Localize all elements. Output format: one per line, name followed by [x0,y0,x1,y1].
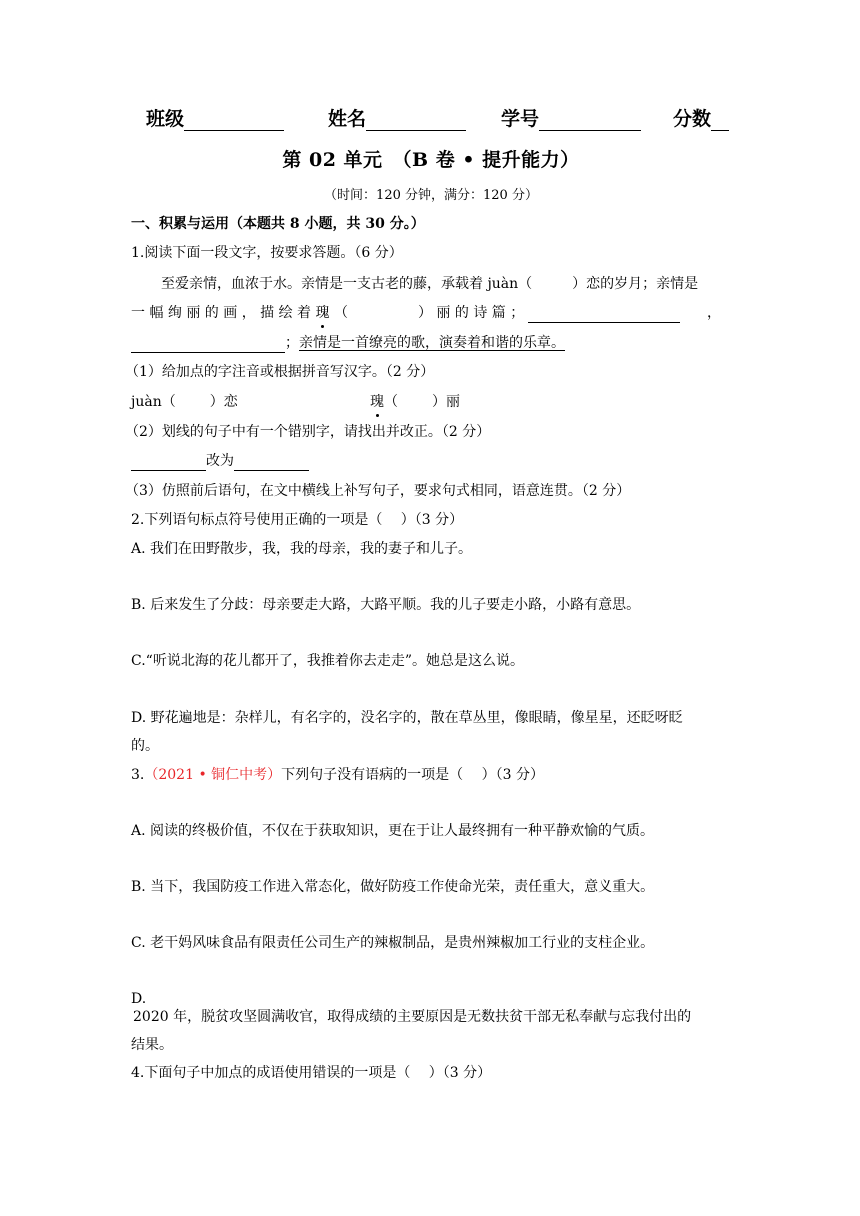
q3-option-d-label: D. [131,991,147,1007]
dotted-character: 瑰 [315,305,330,321]
question-number: 3. [131,767,145,783]
q1-subquestion-1-answers [131,392,731,412]
passage-text: ； [285,335,299,351]
q3-option-d-line-2: 结果。 [131,1037,173,1053]
q1-subquestion-2-answers [131,451,731,471]
passage-text: ， [707,305,721,321]
answer-suffix: ）恋 [209,394,238,410]
student-info-header [131,104,731,134]
q2-option-b: B. 后来发生了分歧：母亲要走大路，大路平顺。我的儿子要走小路，小路有意思。 [131,597,641,613]
q2-option-d-line-1: D. 野花遍地是：杂样儿，有名字的，没名字的，散在草丛里，像眼睛，像星星，还眨呀眨 [131,710,683,726]
dotted-character: 瑰 [370,394,384,410]
passage-text: ） 丽 的 诗 篇 ； [417,305,525,321]
score-blank[interactable] [711,110,729,131]
answer-prefix: （ [384,394,398,410]
pinyin-prompt: juàn（ [131,394,176,410]
name-blank[interactable] [366,110,466,131]
q1-passage-line-1 [131,274,731,294]
name-label: 姓名 [328,108,367,130]
wrong-character-blank[interactable] [131,454,206,471]
q3-option-b: B. 当下，我国防疫工作进入常态化，做好防疫工作使命光荣，责任重大，意义重大。 [131,879,655,895]
question-4-stem: 4.下面句子中加点的成语使用错误的一项是（ ）（3 分） [131,1065,492,1081]
q2-option-a: A. 我们在田野散步，我，我的母亲，我的妻子和儿子。 [131,541,473,557]
question-source: （2021 • 铜仁中考） [144,767,282,783]
imitation-blank-1[interactable] [528,306,680,323]
q2-option-d-line-2: 的。 [131,738,159,754]
change-to-label: 改为 [206,453,234,469]
imitation-blank-2[interactable] [131,336,285,353]
question-1-stem: 1.阅读下面一段文字，按要求答题。（6 分） [131,245,403,261]
student-number-label: 学号 [501,108,540,130]
q1-subquestion-3: （3）仿照前后语句，在文中横线上补写句子，要求句式相同，语意连贯。（2 分） [125,483,631,499]
passage-text: （ [333,305,348,321]
q2-option-c: C.“听说北海的花儿都开了，我推着你去走走”。她总是这么说。 [131,653,524,669]
passage-text: ）恋的岁月；亲情是 [572,276,699,292]
q1-subquestion-2: （2）划线的句子中有一个错别字，请找出并改正。（2 分） [125,424,491,440]
section-heading: 一、积累与运用（本题共 8 小题，共 30 分。） [131,216,425,232]
score-field [673,104,729,131]
exam-time-note: （时间：120 分钟，满分：120 分） [324,188,538,203]
passage-text: 一 幅 绚 丽 的 画 ， 描 绘 着 [131,305,312,321]
answer-suffix: ）丽 [432,394,460,410]
q3-option-a: A. 阅读的终极价值，不仅在于获取知识，更在于让人最终拥有一种平静欢愉的气质。 [131,823,655,839]
question-2-stem: 2.下列语句标点符号使用正确的一项是（ ）（3 分） [131,512,464,528]
q3-option-d-line-1: 2020 年，脱贫攻坚圆满收官，取得成绩的主要原因是无数扶贫干部无私奉献与忘我付出的 [133,1009,692,1025]
name-field [328,104,466,131]
class-label: 班级 [146,108,185,130]
page-title: 第 02 单元 （B 卷 • 提升能力） [282,149,580,171]
student-number-field [501,104,641,131]
class-blank[interactable] [184,110,284,131]
score-label: 分数 [673,108,712,130]
correct-character-blank[interactable] [234,454,309,471]
question-3-stem [131,765,731,785]
class-field [146,104,284,131]
question-text: 下列句子没有语病的一项是（ ）（3 分） [281,767,544,783]
underlined-sentence: 亲情是一首缭亮的歌，演奏着和谐的乐章。 [299,335,565,351]
q1-passage-line-3 [131,333,731,353]
q1-passage-line-2 [131,303,731,323]
passage-text: 至爱亲情，血浓于水。亲情是一支古老的藤，承载着 juàn（ [161,276,533,292]
q3-option-c: C. 老干妈风味食品有限责任公司生产的辣椒制品，是贵州辣椒加工行业的支柱企业。 [131,935,655,951]
student-number-blank[interactable] [539,110,641,131]
q1-subquestion-1: （1）给加点的字注音或根据拼音写汉字。（2 分） [125,364,435,380]
